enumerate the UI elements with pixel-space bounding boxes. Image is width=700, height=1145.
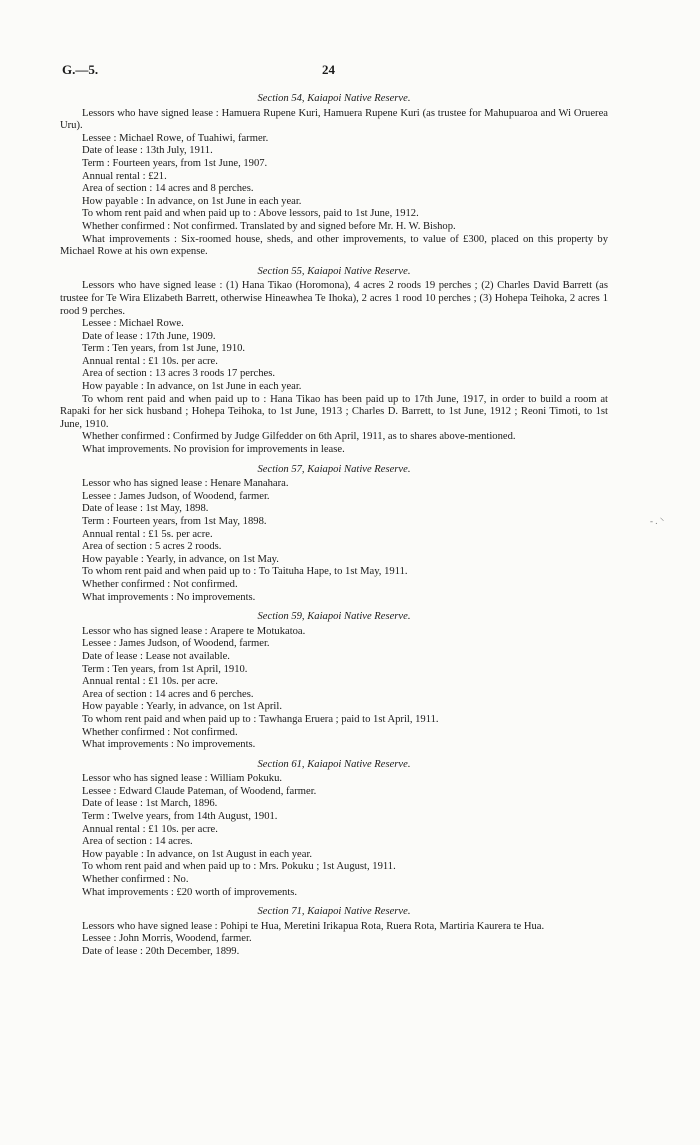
lessors-line: Lessors who have signed lease : Pohipi te Hua, Meretini Irikapua Rota, Ruera Rota, Martiria Kaurera te Hua. [82, 920, 545, 932]
lessors-line: Lessors who have signed lease : Hamuera Rupene Kuri, Hamuera Rupene Kuri (as trustee for Mahupuaroa and Wi Oruerea Uru). [60, 107, 608, 132]
margin-mark: - . ⸌ [650, 516, 665, 526]
lease-line: Whether confirmed : Not confirmed. Translated by and signed before Mr. H. W. Bishop. [82, 220, 456, 232]
lease-line: Lessee : Edward Claude Pateman, of Woodend, farmer. [82, 785, 317, 797]
improvements-line: What improvements. No provision for improvements in lease. [82, 444, 345, 456]
lease-line: Area of section : 5 acres 2 roods. [82, 541, 222, 553]
lease-line: Term : Twelve years, from 14th August, 1901. [82, 811, 278, 823]
lease-line: What improvements : No improvements. [82, 591, 256, 603]
lease-line: Date of lease : Lease not available. [82, 650, 230, 662]
section-title: Section 71, Kaiapoi Native Reserve. [257, 906, 411, 918]
lease-line: Date of lease : 1st March, 1896. [82, 798, 218, 810]
lease-line: Date of lease : 13th July, 1911. [82, 145, 213, 157]
document-body [60, 93, 608, 966]
section-59 [60, 611, 608, 752]
lease-line: Lessor who has signed lease : William Pokuku. [82, 773, 283, 785]
lease-line: Whether confirmed : No. [82, 874, 189, 886]
lease-line: What improvements : No improvements. [82, 739, 256, 751]
lease-line: Lessee : John Morris, Woodend, farmer. [82, 933, 252, 945]
lease-line: Annual rental : £1 10s. per acre. [82, 355, 218, 367]
lease-line: Whether confirmed : Not confirmed. [82, 578, 238, 590]
lease-line: Date of lease : 20th December, 1899. [82, 946, 240, 957]
lease-line: Lessee : James Judson, of Woodend, farmer. [82, 490, 270, 502]
lease-line: Term : Ten years, from 1st April, 1910. [82, 663, 248, 675]
section-title: Section 59, Kaiapoi Native Reserve. [257, 611, 411, 623]
lease-line: Area of section : 14 acres and 6 perches. [82, 688, 254, 700]
section-57 [60, 464, 608, 605]
lease-line: Lessee : Michael Rowe, of Tuahiwi, farmer. [82, 132, 269, 144]
lease-line: Term : Fourteen years, from 1st June, 1907. [82, 157, 268, 169]
lease-line: Date of lease : 17th June, 1909. [82, 330, 216, 342]
lease-line: Whether confirmed : Not confirmed. [82, 726, 238, 738]
lease-line: To whom rent paid and when paid up to : Tawhanga Eruera ; paid to 1st April, 1911. [82, 713, 439, 725]
lessors-line: Lessors who have signed lease : (1) Hana Tikao (Horomona), 4 acres 2 roods 19 perches ; (2) Charles David Barrett (as trustee for Te Wira Elizabeth Barrett, otherwise Hineawhea Te Ihoka), 2 acres 1 rood 10 perches ; (3) Hohepa Teihoka, 2 acres 1 rood 9 perches. [60, 280, 608, 317]
lease-line: Lessee : James Judson, of Woodend, farmer. [82, 638, 270, 650]
section-title: Section 55, Kaiapoi Native Reserve. [257, 265, 411, 277]
section-71 [60, 906, 608, 958]
section-61 [60, 759, 608, 900]
page-header [0, 64, 700, 80]
lease-line: Area of section : 13 acres 3 roods 17 perches. [82, 368, 275, 380]
lease-line: To whom rent paid and when paid up to : To Taituha Hape, to 1st May, 1911. [82, 566, 408, 578]
confirmed-line: Whether confirmed : Confirmed by Judge Gilfedder on 6th April, 1911, as to shares above-mentioned. [82, 431, 516, 443]
page-number: 24 [322, 62, 335, 77]
lease-line: Annual rental : £21. [82, 170, 167, 182]
lease-line: Term : Fourteen years, from 1st May, 1898. [82, 516, 267, 527]
section-title: Section 61, Kaiapoi Native Reserve. [257, 758, 411, 770]
section-55 [60, 266, 608, 457]
lease-line: How payable : In advance, on 1st June in each year. [82, 195, 302, 207]
lease-line: Term : Ten years, from 1st June, 1910. [82, 343, 246, 355]
lease-line: What improvements : £20 worth of improvements. [82, 886, 298, 898]
section-title: Section 57, Kaiapoi Native Reserve. [257, 463, 411, 475]
rent-paid-line: To whom rent paid and when paid up to : Hana Tikao has been paid up to 17th June, 1917, in order to build a room at Rapaki for her sick husband ; Hohepa Teihoka, to 1st June, 1913 ; Charles D. Barrett, to 1st June, 1912 ; Reoni Timoti, to 1st June, 1910. [60, 393, 608, 430]
lease-line: Lessee : Michael Rowe. [82, 318, 184, 330]
section-54 [60, 93, 608, 259]
lease-line: Area of section : 14 acres and 8 perches. [82, 183, 254, 195]
lease-line: How payable : In advance, on 1st August in each year. [82, 848, 313, 860]
lease-line: How payable : Yearly, in advance, on 1st April. [82, 701, 282, 713]
lease-line: How payable : In advance, on 1st June in each year. [82, 381, 302, 393]
lease-line: Annual rental : £1 10s. per acre. [82, 676, 218, 688]
lease-line: How payable : Yearly, in advance, on 1st May. [82, 553, 279, 565]
section-title: Section 54, Kaiapoi Native Reserve. [257, 93, 411, 104]
lease-line: To whom rent paid and when paid up to : Mrs. Pokuku ; 1st August, 1911. [82, 861, 396, 873]
lease-line: Lessor who has signed lease : Henare Manahara. [82, 478, 289, 490]
lease-line: Annual rental : £1 5s. per acre. [82, 528, 213, 540]
document-id: G.—5. [62, 62, 99, 77]
lease-line: Lessor who has signed lease : Arapere te Motukatoa. [82, 625, 306, 637]
lease-line: Date of lease : 1st May, 1898. [82, 503, 209, 515]
lease-line: Annual rental : £1 10s. per acre. [82, 823, 218, 835]
lease-line: Area of section : 14 acres. [82, 836, 193, 848]
lease-line: To whom rent paid and when paid up to : Above lessors, paid to 1st June, 1912. [82, 208, 419, 220]
improvements-line: What improvements : Six-roomed house, sheds, and other improvements, to value of £300, placed on this property by Michael Rowe at his own expense. [60, 233, 608, 258]
